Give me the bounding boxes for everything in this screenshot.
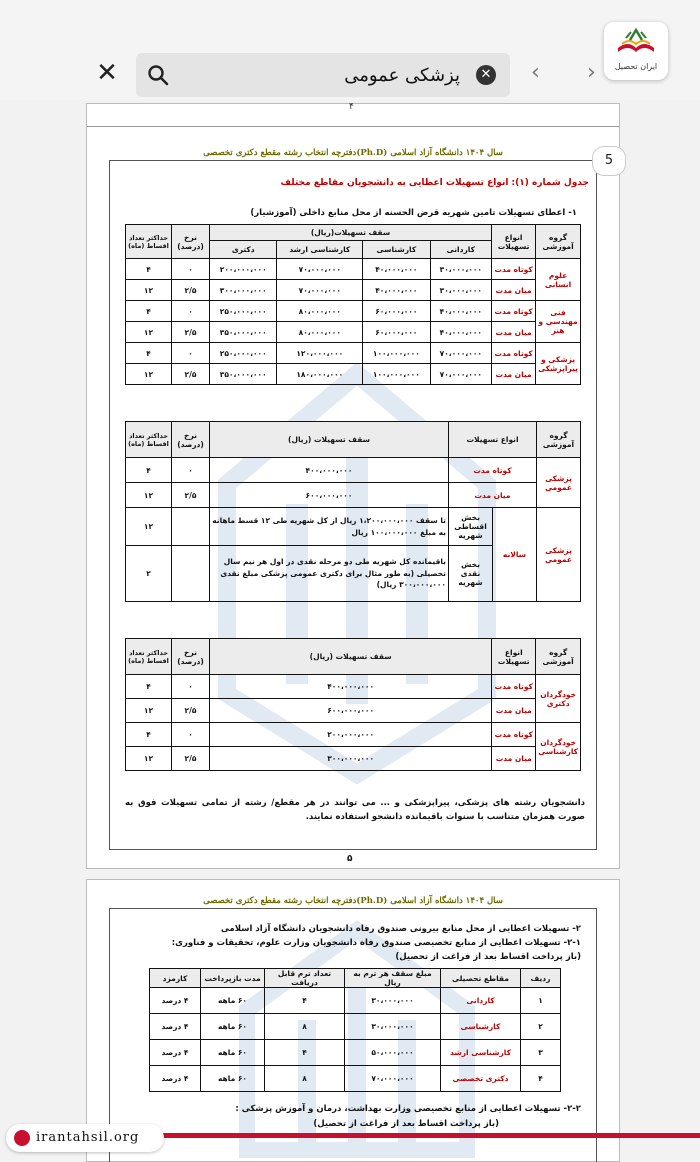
document-header: دفترچه انتخاب رشته مقطع دکتری تخصصی(Ph.D) سال ۱۴۰۴ دانشگاه آزاد اسلامی (203, 896, 503, 906)
ceiling-cell: ۶۰۰،۰۰۰،۰۰۰ (210, 483, 449, 508)
group-cell: پزشکی عمومی (537, 458, 581, 508)
header-terms: تعداد ترم قابل دریافت (265, 969, 345, 988)
terms-cell: ۸ (265, 1066, 345, 1092)
amount-cell: ۷۰،۰۰۰،۰۰۰ (345, 1066, 441, 1092)
site-logo[interactable] (604, 22, 668, 80)
ceiling-cell: تا سقف ۱،۲۰۰،۰۰۰،۰۰۰ ریال از کل شهریه طی ۱۲ قسط ماهانه به مبلغ ۱۰۰،۰۰۰،۰۰۰ ریال (210, 508, 449, 546)
value-cell: ۸۰،۰۰۰،۰۰۰ (277, 322, 363, 343)
rate-cell: ۲/۵ (172, 322, 210, 343)
ceiling-cell: ۲۰۰،۰۰۰،۰۰۰ (210, 723, 492, 747)
browser-top-bar (0, 0, 700, 100)
max-cell: ۴ (126, 675, 172, 699)
annual-cell: سالانه (493, 508, 537, 602)
group-cell: علوم انسانی (536, 259, 581, 301)
header-max-installments: حداکثر تعداد اقساط (ماه) (126, 422, 172, 458)
header-fee: کارمزد (150, 969, 201, 988)
header-karshenasi: کارشناسی (363, 241, 430, 259)
search-input[interactable] (180, 59, 460, 91)
max-cell: ۲ (126, 546, 172, 602)
facilities-table-3 (125, 638, 581, 771)
type-cell: کوتاه مدت (492, 723, 536, 747)
table-row (150, 1066, 561, 1092)
table-row (126, 483, 581, 508)
table-row (126, 508, 581, 546)
header-arshad: کارشناسی ارشد (277, 241, 363, 259)
fee-cell: ۴ درصد (150, 988, 201, 1014)
value-cell: ۳۰۰،۰۰۰،۰۰۰ (210, 280, 277, 301)
type-cell: میان مدت (492, 699, 536, 723)
facilities-table-1 (125, 224, 581, 385)
table-row (126, 675, 581, 699)
document-header: دفترچه انتخاب رشته مقطع دکتری تخصصی(Ph.D) سال ۱۴۰۴ دانشگاه آزاد اسلامی (203, 148, 503, 158)
value-cell: ۸۰،۰۰۰،۰۰۰ (277, 301, 363, 322)
rate-cell: ۲/۵ (172, 747, 210, 771)
prev-result-button[interactable]: ‹ (531, 60, 540, 85)
header-row: ردیف (521, 969, 561, 988)
max-cell: ۴ (126, 343, 172, 364)
value-cell: ۱۸۰،۰۰۰،۰۰۰ (277, 364, 363, 385)
header-group: گروه آموزشی (536, 639, 581, 675)
period-cell: ۶۰ ماهه (201, 1014, 265, 1040)
level-cell: کارشناسی (441, 1014, 521, 1040)
document-page-6 (86, 879, 620, 1162)
value-cell: ۳۵۰،۰۰۰،۰۰۰ (210, 364, 277, 385)
row-number-cell: ۴ (521, 1066, 561, 1092)
group-cell: پزشکی عمومی (537, 508, 581, 602)
rate-cell: ۲/۵ (172, 699, 210, 723)
terms-cell: ۸ (265, 1014, 345, 1040)
terms-cell: ۴ (265, 1040, 345, 1066)
max-cell: ۴ (126, 259, 172, 280)
table-row (126, 280, 581, 301)
rate-cell (172, 546, 210, 602)
type-cell: کوتاه مدت (492, 259, 536, 280)
value-cell: ۲۵۰،۰۰۰،۰۰۰ (210, 343, 277, 364)
header-group: گروه آموزشی (536, 225, 581, 259)
type-cell: کوتاه مدت (492, 343, 536, 364)
table-row (126, 723, 581, 747)
rate-cell: ۲/۵ (172, 483, 210, 508)
value-cell: ۷۰،۰۰۰،۰۰۰ (430, 343, 492, 364)
value-cell: ۷۰،۰۰۰،۰۰۰ (277, 280, 363, 301)
note-paragraph: دانشجویان رشته های پزشکی، پیراپزشکی و ... می توانند در هر مقطع/ رشته از تمامی تسهیلات فوق به صورت همزمان متناسب با سنوات باقیمانده دانشجو استفاده نمایند. (125, 798, 585, 823)
header-ceiling: سقف تسهیلات (ریال) (210, 639, 492, 675)
document-page-5 (86, 103, 620, 869)
rate-cell: ۰ (172, 675, 210, 699)
book-logo-icon (604, 22, 668, 62)
section-2-1-line: ۲-۱- تسهیلات اعطایی از منابع تخصیصی صندوق رفاه دانشجویان وزارت علوم، تحقیقات و فناوری: (171, 938, 581, 948)
table-row (126, 699, 581, 723)
table-row (126, 747, 581, 771)
header-doctori: دکتری (210, 241, 277, 259)
ceiling-cell: ۴۰۰،۰۰۰،۰۰۰ (210, 458, 449, 483)
ceiling-cell: ۳۰۰،۰۰۰،۰۰۰ (210, 747, 492, 771)
table-row (150, 988, 561, 1014)
value-cell: ۳۰،۰۰۰،۰۰۰ (430, 259, 492, 280)
max-cell: ۱۲ (126, 322, 172, 343)
ceiling-cell: ۶۰۰،۰۰۰،۰۰۰ (210, 699, 492, 723)
value-cell: ۴۰،۰۰۰،۰۰۰ (363, 280, 430, 301)
row-number-cell: ۱ (521, 988, 561, 1014)
value-cell: ۷۰،۰۰۰،۰۰۰ (430, 364, 492, 385)
header-max-installments: حداکثر تعداد اقساط (ماه) (126, 225, 172, 259)
group-cell: فنی مهندسی و هنر (536, 301, 581, 343)
value-cell: ۲۰۰،۰۰۰،۰۰۰ (210, 259, 277, 280)
rate-cell (172, 508, 210, 546)
clear-search-icon[interactable]: ✕ (476, 65, 496, 85)
value-cell: ۶۰،۰۰۰،۰۰۰ (363, 301, 430, 322)
header-ceiling: سقف تسهیلات(ریال) (210, 225, 492, 241)
rate-cell: ۰ (172, 343, 210, 364)
rate-cell: ۰ (172, 259, 210, 280)
max-cell: ۴ (126, 301, 172, 322)
table-row (126, 458, 581, 483)
max-cell: ۴ (126, 458, 172, 483)
max-cell: ۱۲ (126, 483, 172, 508)
globe-icon (14, 1130, 30, 1146)
repayment-note: (باز پرداخت اقساط بعد از فراغت از تحصیل) (395, 952, 581, 962)
value-cell: ۳۰،۰۰۰،۰۰۰ (430, 280, 492, 301)
rate-cell: ۲/۵ (172, 364, 210, 385)
max-cell: ۱۲ (126, 364, 172, 385)
value-cell: ۴۰،۰۰۰،۰۰۰ (430, 301, 492, 322)
amount-cell: ۳۰،۰۰۰،۰۰۰ (345, 1014, 441, 1040)
group-cell: خودگردان کارشناسی (536, 723, 581, 771)
table-row (126, 322, 581, 343)
rate-cell: ۲/۵ (172, 280, 210, 301)
amount-cell: ۵۰،۰۰۰،۰۰۰ (345, 1040, 441, 1066)
header-period: مدت بازپرداخت (201, 969, 265, 988)
rate-cell: ۰ (172, 723, 210, 747)
sub-type-cell: بخش نقدی شهریه (449, 546, 493, 602)
terms-cell: ۴ (265, 988, 345, 1014)
header-group: گروه آموزشی (537, 422, 581, 458)
site-url-badge[interactable] (6, 1124, 164, 1152)
next-result-button[interactable]: › (587, 60, 596, 85)
close-button[interactable]: ✕ (96, 58, 118, 88)
header-kardani: کاردانی (430, 241, 492, 259)
header-type: انواع تسهیلات (492, 639, 536, 675)
header-level: مقاطع تحصیلی (441, 969, 521, 988)
value-cell: ۲۵۰،۰۰۰،۰۰۰ (210, 301, 277, 322)
max-cell: ۱۲ (126, 508, 172, 546)
max-cell: ۱۲ (126, 699, 172, 723)
page-number: ۵ (347, 854, 353, 864)
type-cell: میان مدت (492, 747, 536, 771)
site-url[interactable]: irantahsil.org (36, 1130, 140, 1145)
period-cell: ۶۰ ماهه (201, 1066, 265, 1092)
value-cell: ۱۰۰،۰۰۰،۰۰۰ (363, 343, 430, 364)
section-2-line: ۲- تسهیلات اعطایی از محل منابع بیرونی صندوق رفاه دانشجویان دانشگاه آزاد اسلامی (220, 924, 581, 934)
sub-type-cell: بخش اقساطی شهریه (449, 508, 493, 546)
section-2-2-line: ۲-۲- تسهیلات اعطایی از منابع تخصیصی وزارت بهداشت، درمان و آموزش پزشکی : (235, 1104, 581, 1114)
period-cell: ۶۰ ماهه (201, 988, 265, 1014)
value-cell: ۴۰،۰۰۰،۰۰۰ (430, 322, 492, 343)
repayment-note-2: (باز پرداخت اقساط بعد از فراغت از تحصیل) (313, 1119, 499, 1129)
table-row (126, 364, 581, 385)
facilities-table-2 (125, 421, 581, 602)
type-cell: میان مدت (449, 483, 537, 508)
header-ceiling: سقف تسهیلات (ریال) (210, 422, 449, 458)
header-max-installments: حداکثر تعداد اقساط (ماه) (126, 639, 172, 675)
group-cell: خودگردان دکتری (536, 675, 581, 723)
value-cell: ۴۰،۰۰۰،۰۰۰ (363, 259, 430, 280)
table-row (150, 1014, 561, 1040)
value-cell: ۷۰،۰۰۰،۰۰۰ (277, 259, 363, 280)
rate-cell: ۰ (172, 458, 210, 483)
table-title: جدول شماره (۱): انواع تسهیلات اعطایی به دانشجویان مقاطع مختلف (280, 178, 589, 188)
fee-cell: ۴ درصد (150, 1014, 201, 1040)
rate-cell: ۰ (172, 301, 210, 322)
header-type: انواع تسهیلات (449, 422, 537, 458)
footer-red-line (150, 1133, 700, 1138)
welfare-loan-table (149, 968, 561, 1092)
page-top-marker: ۴ (349, 102, 354, 112)
type-cell: کوتاه مدت (449, 458, 537, 483)
header-rate: نرخ (درصد) (172, 422, 210, 458)
logo-text: ایران تحصیل (614, 62, 658, 71)
ceiling-cell: ۴۰۰،۰۰۰،۰۰۰ (210, 675, 492, 699)
table-row (126, 343, 581, 364)
table-row (126, 259, 581, 280)
amount-cell: ۳۰،۰۰۰،۰۰۰ (345, 988, 441, 1014)
page-divider (87, 126, 619, 127)
type-cell: کوتاه مدت (492, 675, 536, 699)
table-row (150, 1040, 561, 1066)
value-cell: ۱۰۰،۰۰۰،۰۰۰ (363, 364, 430, 385)
fee-cell: ۴ درصد (150, 1066, 201, 1092)
type-cell: کوتاه مدت (492, 301, 536, 322)
header-rate: نرخ (درصد) (172, 639, 210, 675)
table-row (126, 301, 581, 322)
type-cell: میان مدت (492, 322, 536, 343)
value-cell: ۳۵۰،۰۰۰،۰۰۰ (210, 322, 277, 343)
value-cell: ۶۰،۰۰۰،۰۰۰ (363, 322, 430, 343)
value-cell: ۱۲۰،۰۰۰،۰۰۰ (277, 343, 363, 364)
period-cell: ۶۰ ماهه (201, 1040, 265, 1066)
row-number-cell: ۳ (521, 1040, 561, 1066)
type-cell: میان مدت (492, 280, 536, 301)
page-number-badge[interactable]: 5 (592, 146, 626, 176)
level-cell: کاردانی (441, 988, 521, 1014)
search-icon[interactable] (146, 63, 170, 87)
group-cell: پزشکی و پیراپزشکی (536, 343, 581, 385)
search-bar[interactable] (136, 53, 510, 97)
header-rate: نرخ (درصد) (172, 225, 210, 259)
header-type: انواع تسهیلات (492, 225, 536, 259)
ceiling-cell: باقیمانده کل شهریه طی دو مرحله نقدی در اول هر نیم سال تحصیلی (به طور مثال برای دکتری عمومی پزشکی مبلغ نقدی ۳۰۰،۰۰۰،۰۰۰ ریال) (210, 546, 449, 602)
max-cell: ۱۲ (126, 280, 172, 301)
row-number-cell: ۲ (521, 1014, 561, 1040)
type-cell: میان مدت (492, 364, 536, 385)
level-cell: کارشناسی ارشد (441, 1040, 521, 1066)
fee-cell: ۴ درصد (150, 1040, 201, 1066)
header-amount: مبلغ سقف هر ترم به ریال (345, 969, 441, 988)
section-1-label: ۱- اعطای تسهیلات تامین شهریه قرض الحسنه از محل منابع داخلی (آموزشیار) (250, 208, 577, 218)
level-cell: دکتری تخصصی (441, 1066, 521, 1092)
max-cell: ۴ (126, 723, 172, 747)
max-cell: ۱۲ (126, 747, 172, 771)
